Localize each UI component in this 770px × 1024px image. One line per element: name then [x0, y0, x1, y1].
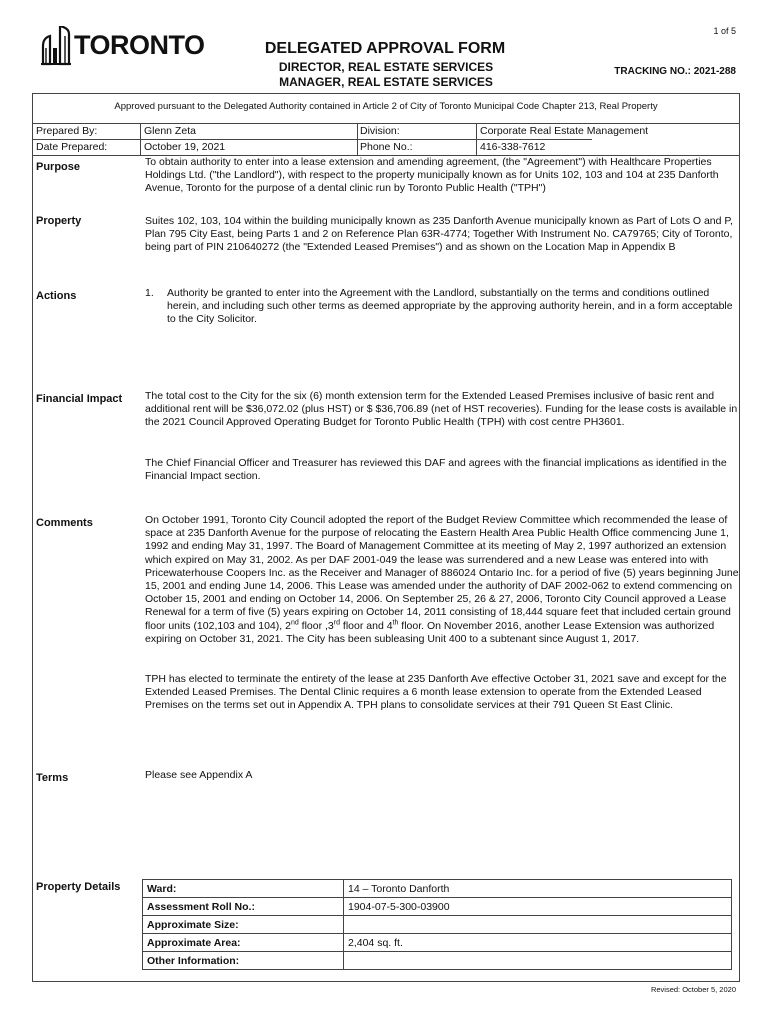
financial-review-text: The Chief Financial Officer and Treasurer has reviewed this DAF and agrees with the financial implications as identified in the Financial Impact section.: [145, 457, 727, 483]
table-row: [143, 898, 732, 916]
form-subtitle-manager: MANAGER, REAL ESTATE SERVICES: [279, 75, 493, 89]
terms-label: Terms: [36, 772, 69, 784]
ward-value: 14 – Toronto Danforth: [344, 880, 732, 898]
other-information-label: Other Information:: [143, 952, 344, 970]
table-row: [143, 880, 732, 898]
financial-impact-text: The total cost to the City for the six (6) month extension term for the Extended Leased Premises inclusive of basic rent and additional rent will be $36,072.02 (plus HST) or $ $36,706.89 (net of HST recoveries). Funding for the lease costs is available in the 2021 Council Approved Operating Budget for Toronto Public Health (TPH) with cost centre PH3601.: [145, 390, 738, 429]
purpose-label: Purpose: [36, 161, 81, 173]
approved-statement: Approved pursuant to the Delegated Authority contained in Article 2 of City of Toronto Municipal Code Chapter 213, Real Property: [114, 101, 658, 112]
division-label: Division:: [360, 125, 400, 137]
comments-label: Comments: [36, 517, 93, 529]
ward-label: Ward:: [143, 880, 344, 898]
form-subtitle-director: DIRECTOR, REAL ESTATE SERVICES: [278, 60, 494, 74]
actions-text: Authority be granted to enter into the Agreement with the Landlord, substantially on the terms and conditions outlined herein, and including such other terms as deemed appropriate by the approving authority herein, and in a form acceptable to the City Solicitor.: [167, 287, 733, 326]
approximate-area-value: 2,404 sq. ft.: [344, 934, 732, 952]
terms-text: Please see Appendix A: [145, 769, 253, 781]
division-value: Corporate Real Estate Management: [480, 125, 649, 137]
divider: [32, 139, 592, 140]
logo-wordmark: TORONTO: [74, 30, 205, 60]
table-row: [143, 916, 732, 934]
divider: [357, 123, 358, 155]
actions-number: 1.: [145, 287, 154, 299]
comments-termination-text: TPH has elected to terminate the entirety of the lease at 235 Danforth Ave effective October 31, 2021 save and except for the Extended Leased Premises. The Dental Clinic requires a 6 month lease extension to operate from the Extended Leased Premises on the terms set out in Appendix A. TPH plans to consolidate services at their 791 Queen St East Clinic.: [145, 673, 727, 712]
divider: [32, 123, 740, 124]
date-prepared-value: October 19, 2021: [144, 141, 226, 153]
property-details-table: [142, 879, 732, 970]
property-label: Property: [36, 215, 82, 227]
property-details-label: Property Details: [36, 881, 121, 893]
prepared-by-label: Prepared By:: [36, 125, 98, 137]
revised-date: Revised: October 5, 2020: [650, 985, 736, 994]
divider: [476, 123, 477, 155]
approximate-size-label: Approximate Size:: [143, 916, 344, 934]
financial-impact-label: Financial Impact: [36, 393, 123, 405]
property-text: Suites 102, 103, 104 within the building municipally known as 235 Danforth Avenue municipally known as Part of Lots O and P, Plan 795 City East, being Parts 1 and 2 on Reference Plan 63R-4774; Together With Instrument No. CA79765; City of Toronto, being part of PIN 210640272 (the "Extended Leased Premises") and as shown on the Location Map in Appendix B: [145, 215, 733, 254]
purpose-text: To obtain authority to enter into a lease extension and amending agreement, (the "Agreement") with Healthcare Properties Holdings Ltd. ("the Landlord"), with respect to the property municipally known as for Units 102, 103 and 104 at 235 Danforth Avenue, Toronto for the purpose of a dental clinic run by Toronto Public Health ("TPH"): [145, 156, 719, 195]
form-title: DELEGATED APPROVAL FORM: [264, 40, 506, 57]
phone-label: Phone No.:: [360, 141, 413, 153]
other-information-value: [344, 952, 732, 970]
approximate-size-value: [344, 916, 732, 934]
prepared-by-value: Glenn Zeta: [144, 125, 196, 137]
phone-value: 416-338-7612: [480, 141, 546, 153]
page-number: 1 of 5: [713, 26, 736, 36]
comments-history-text: On October 1991, Toronto City Council adopted the report of the Budget Review Committee which recommended the lease of space at 235 Danforth Avenue for the purpose of relocating the Eastern Health Area Public Health Office commencing June 1, 1992 and ending May 31, 1997. The Board of Management Committee at its meeting of May 2, 1997 authorized an extension which expired on May 31, 2002. As per DAF 2001-049 the lease was surrendered and a new Lease was entered into with Pricewaterhouse Coopers Inc. as the Receiver and Manager of 886024 Ontario Inc. for a period of five (5) years beginning June 15, 2001 and ending June 14, 2006. This Lease was amended under the authority of DAF 2002-062 to extend commencing on October 15, 2001 and ending on October 14, 2006. On September 25, 26 & 27, 2006, Toronto City Council approved a Lease Renewal for a term of five (5) years expiring on October 14, 2011 consisting of 18,444 square feet that included certain ground floor units (102,103 and 104), 2nd floor ,3rd floor and 4th floor. On November 2016, another Lease Extension was authorized expiring on October 31, 2021. The City has been subleasing Unit 400 to a subtenant since August 1, 2017.: [145, 514, 739, 645]
divider: [140, 123, 141, 155]
actions-label: Actions: [36, 290, 77, 302]
date-prepared-label: Date Prepared:: [36, 141, 108, 153]
tracking-number: TRACKING NO.: 2021-288: [614, 66, 736, 77]
approximate-area-label: Approximate Area:: [143, 934, 344, 952]
table-row: [143, 952, 732, 970]
table-row: [143, 934, 732, 952]
assessment-roll-label: Assessment Roll No.:: [143, 898, 344, 916]
assessment-roll-value: 1904-07-5-300-03900: [344, 898, 732, 916]
